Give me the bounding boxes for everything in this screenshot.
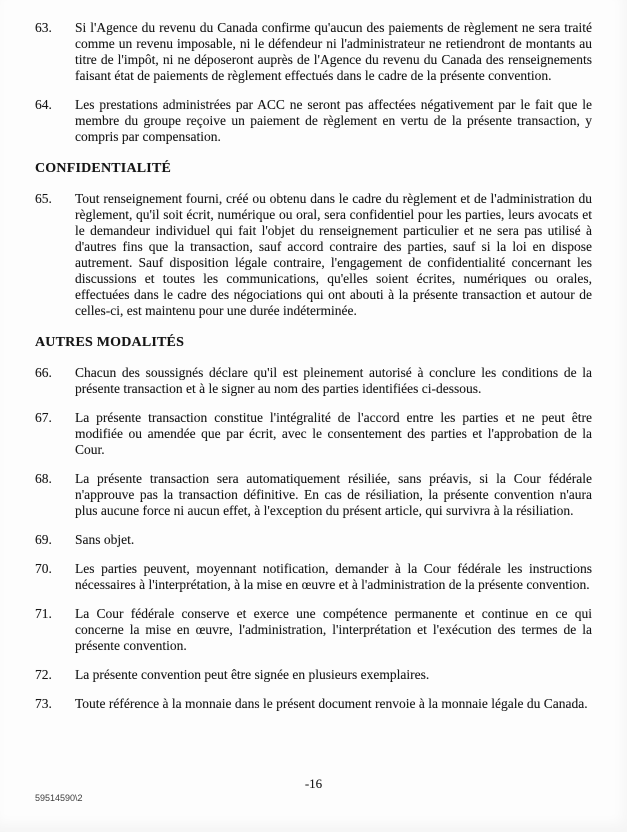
clause-number: 65. bbox=[35, 191, 52, 206]
clause-65 bbox=[35, 191, 592, 319]
clause-71 bbox=[35, 606, 592, 654]
clause-text: La présente transaction constitue l'intégralité de l'accord entre les parties et ne peut être modifiée ou amendée que par écrit, avec le consentement des parties et l'approbation de la Cour. bbox=[75, 410, 592, 457]
clause-number: 68. bbox=[35, 471, 52, 486]
clause-text: Tout renseignement fourni, créé ou obtenu dans le cadre du règlement et de l'administration du règlement, qu'il soit écrit, numérique ou oral, sera confidentiel pour les parties, leurs avocats et le demandeur individuel qui fait l'objet du renseignement particulier et ne sera pas utilisé à d'autres fins que la transaction, sauf accord contraire des parties, sauf si la loi en dispose autrement. Sauf disposition légale contraire, l'engagement de confidentialité concernant les discussions et toutes les communications, qu'elles soient écrites, numériques ou orales, effectuées dans le cadre des négociations qui ont abouti à la présente transaction et autour de celles-ci, est maintenu pour une durée indéterminée. bbox=[75, 191, 592, 318]
document-id-footer: 59514590\2 bbox=[35, 793, 83, 803]
clause-number: 63. bbox=[35, 20, 52, 35]
clause-63 bbox=[35, 20, 592, 84]
clause-number: 67. bbox=[35, 410, 52, 425]
clause-text: La présente transaction sera automatiquement résiliée, sans préavis, si la Cour fédérale n'approuve pas la transaction définitive. En cas de résiliation, la présente convention n'aura plus aucune force ni aucun effet, à l'exception du présent article, qui survivra à la résiliation. bbox=[75, 471, 592, 518]
clause-text: Chacun des soussignés déclare qu'il est pleinement autorisé à conclure les conditions de la présente transaction et à le signer au nom des parties identifiées ci-dessous. bbox=[75, 365, 592, 396]
clause-text: Les parties peuvent, moyennant notification, demander à la Cour fédérale les instructions nécessaires à l'interprétation, à la mise en œuvre et à l'administration de la présente convention. bbox=[75, 561, 592, 592]
heading-autres-modalites: AUTRES MODALITÉS bbox=[35, 335, 185, 350]
heading-confidentialite: CONFIDENTIALITÉ bbox=[35, 161, 172, 176]
clause-text: Les prestations administrées par ACC ne seront pas affectées négativement par le fait que le membre du groupe reçoive un paiement de règlement en vertu de la présente transaction, y compris par compensation. bbox=[75, 97, 592, 144]
clause-66 bbox=[35, 365, 592, 397]
clause-73 bbox=[35, 696, 592, 712]
clause-number: 70. bbox=[35, 561, 52, 576]
clause-text: Si l'Agence du revenu du Canada confirme qu'aucun des paiements de règlement ne sera traité comme un revenu imposable, ni le défendeur ni l'administrateur ne retiendront de montants au titre de l'impôt, ni ne déposeront auprès de l'Agence du revenu du Canada des renseignements faisant état de paiements de règlement effectués dans le cadre de la présente convention. bbox=[75, 20, 592, 83]
clause-text: La Cour fédérale conserve et exerce une compétence permanente et continue en ce qui concerne la mise en œuvre, l'administration, l'interprétation et l'exécution des termes de la présente convention. bbox=[75, 606, 592, 653]
clause-number: 71. bbox=[35, 606, 52, 621]
clause-text: Toute référence à la monnaie dans le présent document renvoie à la monnaie légale du Canada. bbox=[75, 696, 588, 711]
clause-number: 64. bbox=[35, 97, 52, 112]
clause-64 bbox=[35, 97, 592, 145]
clause-69 bbox=[35, 532, 592, 548]
clause-number: 72. bbox=[35, 667, 52, 682]
clause-number: 69. bbox=[35, 532, 52, 547]
clause-70 bbox=[35, 561, 592, 593]
clause-text: Sans objet. bbox=[75, 532, 135, 547]
page-number: -16 bbox=[304, 776, 323, 791]
clause-number: 66. bbox=[35, 365, 52, 380]
clause-68 bbox=[35, 471, 592, 519]
clause-number: 73. bbox=[35, 696, 52, 711]
clause-67 bbox=[35, 410, 592, 458]
clause-72 bbox=[35, 667, 592, 683]
clause-text: La présente convention peut être signée en plusieurs exemplaires. bbox=[75, 667, 430, 682]
